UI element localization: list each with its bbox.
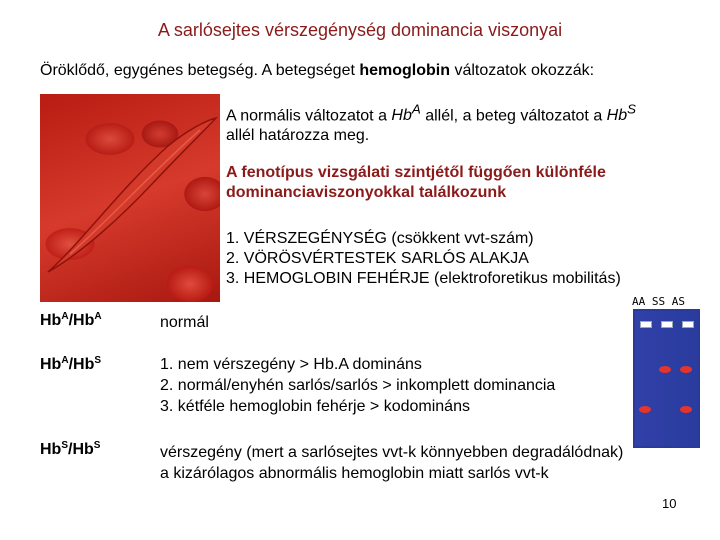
phenotype-paragraph <box>226 163 696 203</box>
gel-lane-labels <box>632 295 694 308</box>
genotype-aa-desc <box>160 312 209 333</box>
geno-sup: S <box>61 440 68 451</box>
level-item: 1. VÉRSZEGÉNYSÉG (csökkent vvt-szám) <box>226 230 534 247</box>
geno-sep: /Hb <box>68 356 95 373</box>
geno-sup: S <box>94 355 102 366</box>
hb-a-italic <box>391 102 421 125</box>
geno-sup: A <box>94 311 102 322</box>
p1-text-2: allél, a beteg változatot a <box>420 107 607 125</box>
p1-text-1: A normális változatot a <box>226 107 392 125</box>
genotype-aa <box>40 311 102 330</box>
p2-line-2: dominanciaviszonyokkal találkozunk <box>226 184 507 201</box>
geno-hb: Hb <box>40 441 62 458</box>
desc-line: vérszegény (mert a sarlósejtes vvt-k könnyebben degradálódnak) <box>160 444 624 461</box>
intro-after: változatok okozzák: <box>450 62 595 79</box>
gel-band-as-a <box>680 406 692 413</box>
p1-line-2: allél határozza meg. <box>226 127 370 145</box>
intro-before: Öröklődő, egygénes betegség. A betegséget <box>40 62 360 79</box>
desc-line: 3. kétféle hemoglobin fehérje > kodomináns <box>160 398 470 415</box>
gel-well <box>661 321 673 328</box>
gel-band-ss <box>659 366 671 373</box>
lane-label: SS <box>651 295 666 308</box>
geno-hb: Hb <box>40 356 62 373</box>
intro-bold: hemoglobin <box>359 62 451 79</box>
p1-sup-a: A <box>411 102 421 117</box>
geno-sup: A <box>61 355 69 366</box>
genotype-as <box>40 355 101 374</box>
lane-label: AA <box>632 295 646 308</box>
desc-line: 1. nem vérszegény > Hb.A domináns <box>160 356 422 373</box>
gel-band-as-s <box>680 366 692 373</box>
p1-hb-1: Hb <box>391 107 412 125</box>
slide-title: A sarlósejtes vérszegénység dominancia viszonyai <box>157 20 563 40</box>
geno-sep: /Hb <box>68 312 95 329</box>
gel-well <box>682 321 694 328</box>
p2-line-1: A fenotípus vizsgálati szintjétől függően különféle <box>226 164 606 181</box>
p1-sup-s: S <box>627 102 637 117</box>
genotype-ss <box>40 440 100 459</box>
allele-paragraph <box>226 100 696 146</box>
desc-line: a kizárólagos abnormális hemoglobin miatt sarlós vvt-k <box>160 465 549 482</box>
desc-line: 2. normál/enyhén sarlós/sarlós > inkomplett dominancia <box>160 377 556 394</box>
page-number: 10 <box>662 496 677 511</box>
levels-list <box>226 229 621 289</box>
electrophoresis-gel <box>633 309 700 448</box>
geno-hb: Hb <box>40 312 62 329</box>
geno-sep: /Hb <box>68 441 94 458</box>
lane-label: AS <box>671 295 685 308</box>
gel-band-aa <box>639 406 651 413</box>
gel-well <box>640 321 652 328</box>
level-item: 2. VÖRÖSVÉRTESTEK SARLÓS ALAKJA <box>226 250 529 267</box>
geno-sup: A <box>61 311 69 322</box>
geno-sup: S <box>93 440 101 451</box>
hb-s-italic <box>606 102 637 125</box>
genotype-as-desc <box>160 354 555 417</box>
desc-line: normál <box>160 314 209 331</box>
intro-text <box>40 62 594 80</box>
sickle-cell-photo <box>40 94 220 302</box>
p1-hb-2: Hb <box>606 107 628 125</box>
level-item: 3. HEMOGLOBIN FEHÉRJE (elektroforetikus mobilitás) <box>226 270 621 287</box>
genotype-ss-desc <box>160 442 623 484</box>
